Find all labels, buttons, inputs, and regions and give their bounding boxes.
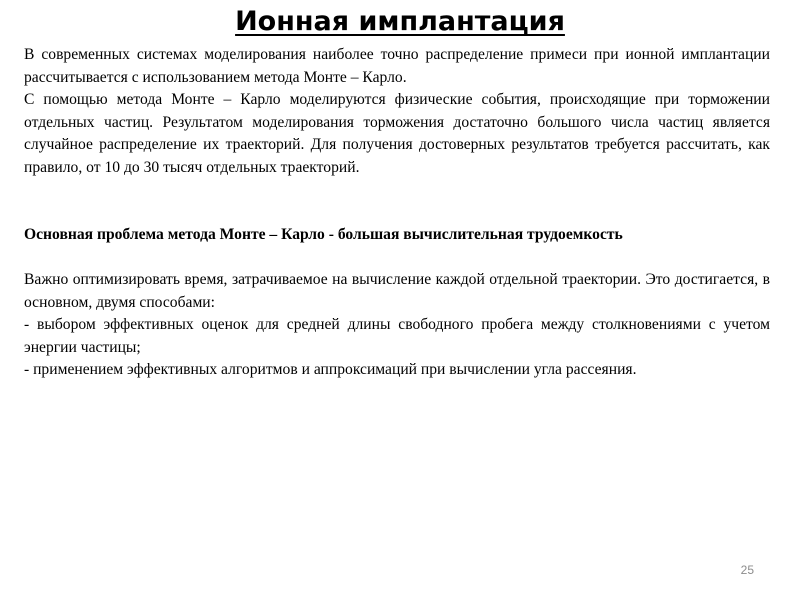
paragraph-monte-carlo-details: С помощью метода Монте – Карло моделируются физические события, происходящие при торможении отдельных частиц. Результатом моделирования торможения достаточно большого числа частиц является случайное распределение их траекторий. Для получения достоверных результатов требуется рассчитать, как правило, от 10 до 30 тысяч отдельных траекторий. [24,91,770,176]
slide-title: Ионная имплантация [235,6,565,37]
paragraph-monte-carlo-intro: В современных системах моделирования наиболее точно распределение примеси при ионной имплантации рассчитывается с использованием метода Монте – Карло. [24,46,770,86]
spacer [24,247,770,270]
page-number: 25 [740,563,754,577]
spacer [24,179,770,224]
paragraph-optimization-intro: Важно оптимизировать время, затрачиваемое на вычисление каждой отдельной траектории. Это достигается, в основном, двумя способами: [24,271,770,311]
slide-content [24,44,770,382]
list-item-scattering-algorithms: - применением эффективных алгоритмов и аппроксимаций при вычислении угла рассеяния. [24,361,637,378]
list-item-free-path-estimates: - выбором эффективных оценок для средней длины свободного пробега между столкновениями с учетом энергии частицы; [24,316,770,356]
problem-heading: Основная проблема метода Монте – Карло - большая вычислительная трудоемкость [24,226,623,243]
